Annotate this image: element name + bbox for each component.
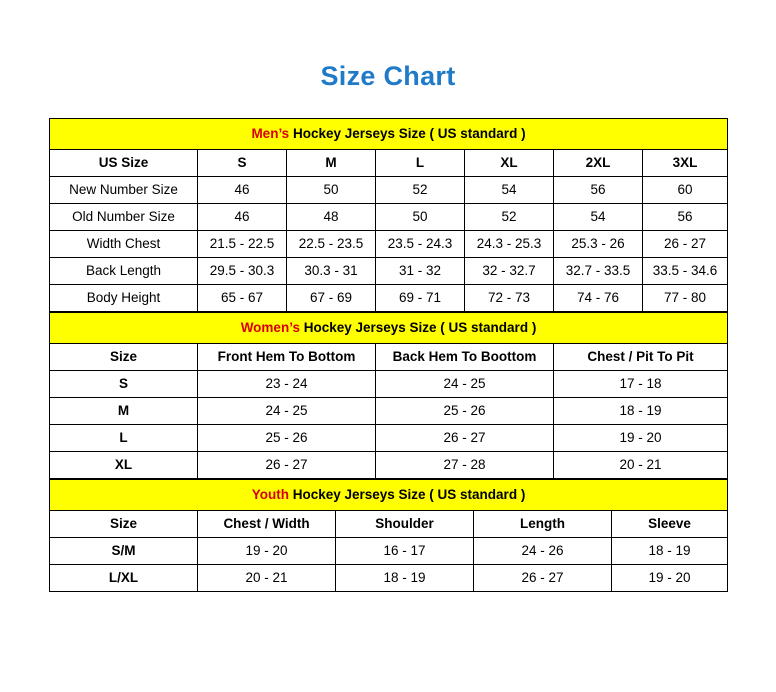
mens-band-rest: Hockey Jerseys Size ( US standard )	[289, 126, 526, 142]
table-header-row	[50, 149, 728, 176]
row-value: 24 - 25	[198, 397, 376, 424]
row-value: 56	[554, 176, 643, 203]
mens-header-cell: 3XL	[643, 149, 728, 176]
row-value: 19 - 20	[198, 537, 336, 564]
row-value: 54	[554, 203, 643, 230]
table-row	[50, 370, 728, 397]
youth-band-rest: Hockey Jerseys Size ( US standard )	[288, 487, 526, 503]
mens-band-accent: Men’s	[251, 126, 290, 142]
size-tables	[49, 118, 727, 592]
page-title: Size Chart	[320, 61, 456, 91]
womens-band-accent: Women’s	[240, 320, 300, 336]
youth-header-cell: Chest / Width	[198, 510, 336, 537]
row-value: 46	[198, 203, 287, 230]
row-label: L/XL	[50, 564, 198, 591]
mens-header-cell: M	[287, 149, 376, 176]
row-value: 24 - 25	[376, 370, 554, 397]
row-value: 65 - 67	[198, 284, 287, 311]
row-value: 21.5 - 22.5	[198, 230, 287, 257]
mens-size-table	[49, 118, 728, 312]
table-row	[50, 284, 728, 311]
row-value: 25 - 26	[376, 397, 554, 424]
womens-band-rest: Hockey Jerseys Size ( US standard )	[299, 320, 537, 336]
row-label: S/M	[50, 537, 198, 564]
row-value: 23.5 - 24.3	[376, 230, 465, 257]
row-label: Width Chest	[50, 230, 198, 257]
row-value: 17 - 18	[554, 370, 728, 397]
womens-size-table	[49, 312, 728, 479]
row-value: 32.7 - 33.5	[554, 257, 643, 284]
row-value: 18 - 19	[336, 564, 474, 591]
table-band-row	[50, 312, 728, 343]
youth-band	[50, 479, 728, 510]
row-value: 26 - 27	[198, 451, 376, 478]
table-row	[50, 203, 728, 230]
row-value: 25.3 - 26	[554, 230, 643, 257]
table-row	[50, 424, 728, 451]
youth-size-table	[49, 479, 728, 592]
row-value: 20 - 21	[198, 564, 336, 591]
row-label: Body Height	[50, 284, 198, 311]
row-value: 60	[643, 176, 728, 203]
mens-header-cell: 2XL	[554, 149, 643, 176]
row-label: XL	[50, 451, 198, 478]
row-value: 24.3 - 25.3	[465, 230, 554, 257]
row-value: 18 - 19	[554, 397, 728, 424]
row-value: 56	[643, 203, 728, 230]
row-value: 22.5 - 23.5	[287, 230, 376, 257]
row-label: Old Number Size	[50, 203, 198, 230]
mens-header-cell: S	[198, 149, 287, 176]
row-value: 48	[287, 203, 376, 230]
row-value: 32 - 32.7	[465, 257, 554, 284]
mens-header-cell: L	[376, 149, 465, 176]
row-value: 67 - 69	[287, 284, 376, 311]
womens-header-cell: Size	[50, 343, 198, 370]
row-value: 74 - 76	[554, 284, 643, 311]
row-label: L	[50, 424, 198, 451]
table-band-row	[50, 479, 728, 510]
table-row	[50, 176, 728, 203]
row-value: 50	[287, 176, 376, 203]
row-value: 77 - 80	[643, 284, 728, 311]
row-value: 69 - 71	[376, 284, 465, 311]
table-band-row	[50, 118, 728, 149]
row-label: Back Length	[50, 257, 198, 284]
row-value: 20 - 21	[554, 451, 728, 478]
youth-header-cell: Length	[474, 510, 612, 537]
mens-header-cell: XL	[465, 149, 554, 176]
youth-band-accent: Youth	[251, 487, 289, 503]
row-value: 26 - 27	[474, 564, 612, 591]
row-value: 72 - 73	[465, 284, 554, 311]
table-row	[50, 257, 728, 284]
youth-header-cell: Sleeve	[612, 510, 728, 537]
womens-header-cell: Back Hem To Boottom	[376, 343, 554, 370]
row-value: 33.5 - 34.6	[643, 257, 728, 284]
row-value: 52	[465, 203, 554, 230]
table-header-row	[50, 510, 728, 537]
table-row	[50, 397, 728, 424]
table-header-row	[50, 343, 728, 370]
row-label: S	[50, 370, 198, 397]
womens-band	[50, 312, 728, 343]
row-value: 26 - 27	[376, 424, 554, 451]
row-value: 25 - 26	[198, 424, 376, 451]
row-value: 23 - 24	[198, 370, 376, 397]
row-label: M	[50, 397, 198, 424]
row-value: 31 - 32	[376, 257, 465, 284]
row-value: 16 - 17	[336, 537, 474, 564]
mens-band	[50, 118, 728, 149]
row-value: 46	[198, 176, 287, 203]
row-value: 52	[376, 176, 465, 203]
row-label: New Number Size	[50, 176, 198, 203]
row-value: 24 - 26	[474, 537, 612, 564]
row-value: 54	[465, 176, 554, 203]
row-value: 30.3 - 31	[287, 257, 376, 284]
row-value: 19 - 20	[612, 564, 728, 591]
youth-header-cell: Shoulder	[336, 510, 474, 537]
row-value: 27 - 28	[376, 451, 554, 478]
table-row	[50, 537, 728, 564]
mens-header-cell: US Size	[50, 149, 198, 176]
row-value: 50	[376, 203, 465, 230]
row-value: 19 - 20	[554, 424, 728, 451]
row-value: 26 - 27	[643, 230, 728, 257]
youth-header-cell: Size	[50, 510, 198, 537]
table-row	[50, 230, 728, 257]
table-row	[50, 564, 728, 591]
womens-header-cell: Chest / Pit To Pit	[554, 343, 728, 370]
table-row	[50, 451, 728, 478]
womens-header-cell: Front Hem To Bottom	[198, 343, 376, 370]
row-value: 18 - 19	[612, 537, 728, 564]
row-value: 29.5 - 30.3	[198, 257, 287, 284]
